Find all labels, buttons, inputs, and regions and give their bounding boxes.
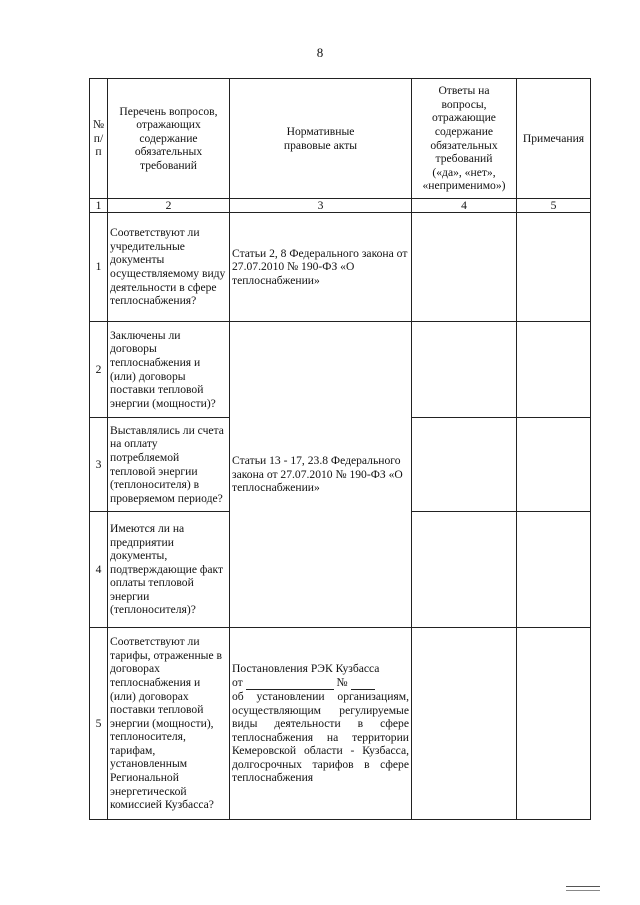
table-header-row (90, 79, 591, 199)
column-number: 5 (517, 199, 591, 213)
requirements-table (89, 78, 591, 820)
header-questions-text: Перечень вопросов, отражающих содержание обязательных требований (119, 104, 218, 172)
header-legal-acts (230, 79, 412, 199)
column-number: 3 (230, 199, 412, 213)
legal-act-cell (230, 628, 412, 820)
column-number-row (90, 199, 591, 213)
header-questions (108, 79, 230, 199)
notes-cell[interactable] (517, 512, 591, 628)
legal-act-cell: Статьи 13 - 17, 23.8 Федерального закона от 27.07.2010 № 190-ФЗ «О теплоснабжении» (230, 322, 412, 628)
column-number: 1 (90, 199, 108, 213)
legal-act-title: Постановления РЭК Кузбасса (232, 661, 380, 675)
number-blank[interactable] (351, 676, 375, 691)
row-number: 5 (90, 628, 108, 820)
date-blank[interactable] (246, 676, 334, 691)
table-row (90, 322, 591, 418)
row-number: 4 (90, 512, 108, 628)
answer-cell[interactable] (412, 322, 517, 418)
notes-cell[interactable] (517, 213, 591, 322)
notes-cell[interactable] (517, 628, 591, 820)
header-legal-acts-text: Нормативные правовые акты (283, 124, 358, 152)
question-cell: Соответствуют ли учредительные документы осуществляемому виду деятельности в сфере теплоснабжения? (108, 213, 230, 322)
legal-act-cell: Статьи 2, 8 Федерального закона от 27.07.2010 № 190-ФЗ «О теплоснабжении» (230, 213, 412, 322)
header-answers-text: Ответы на вопросы, отражающие содержание обязательных требований («да», «нет», «неприменимо») (422, 84, 506, 193)
question-cell: Имеются ли на предприятии документы, подтверждающие факт оплаты тепловой энергии (теплоносителя)? (108, 512, 230, 628)
legal-act-description: об установлении организациям, осуществляющим регулируемые виды деятельности в сфере теплоснабжения на территории Кемеровской области - Кузбасса, долгосрочных тарифов в сфере теплоснабжения (232, 690, 409, 785)
footer-mark (566, 886, 600, 891)
header-notes-text: Примечания (522, 131, 585, 145)
question-cell: Заключены ли договоры теплоснабжения и (или) договоры поставки тепловой энергии (мощности)? (108, 322, 230, 418)
column-number: 2 (108, 199, 230, 213)
column-number: 4 (412, 199, 517, 213)
header-notes (517, 79, 591, 199)
question-cell: Соответствуют ли тарифы, отраженные в договорах теплоснабжения и (или) договорах поставки тепловой энергии (мощности), теплоносителя, тарифам, установленным Региональной энергетической комиссией Кузбасса? (108, 628, 230, 820)
answer-cell[interactable] (412, 512, 517, 628)
notes-cell[interactable] (517, 322, 591, 418)
page-number: 8 (316, 45, 324, 60)
answer-cell[interactable] (412, 418, 517, 512)
legal-act-date-line (232, 676, 409, 691)
row-number: 2 (90, 322, 108, 418)
table-row (90, 213, 591, 322)
table-row (90, 628, 591, 820)
header-answers (412, 79, 517, 199)
legal-act-from: от (232, 675, 243, 689)
question-cell: Выставлялись ли счета на оплату потребляемой тепловой энергии (теплоносителя) в проверяемом периоде? (108, 418, 230, 512)
notes-cell[interactable] (517, 418, 591, 512)
header-number (90, 79, 108, 199)
answer-cell[interactable] (412, 628, 517, 820)
legal-act-num-sign: № (336, 675, 348, 689)
row-number: 1 (90, 213, 108, 322)
header-number-text: № п/п (92, 118, 105, 159)
row-number: 3 (90, 418, 108, 512)
answer-cell[interactable] (412, 213, 517, 322)
